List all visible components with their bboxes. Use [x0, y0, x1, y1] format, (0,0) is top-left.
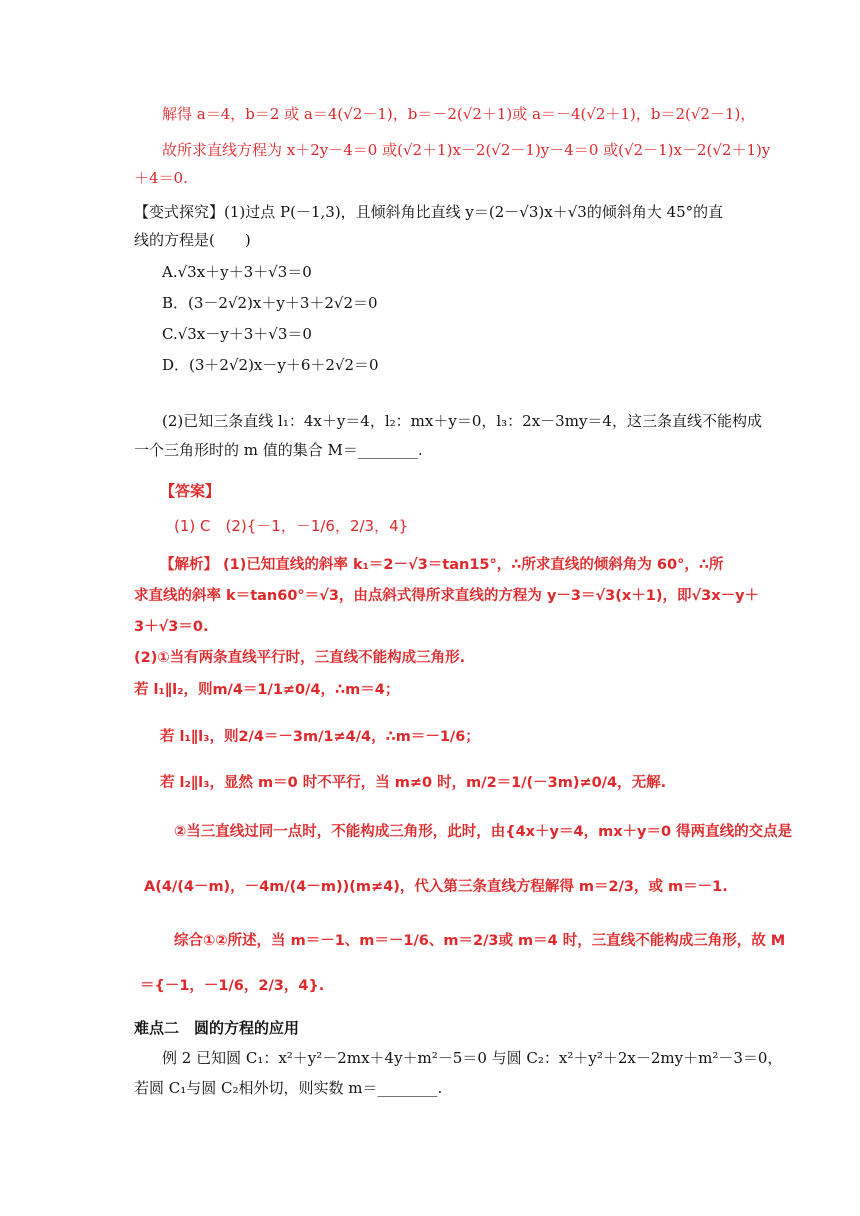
analysis-line-7: 若 l₂∥l₃，显然 m＝0 时不平行，当 m≠0 时，m/2＝1/(－3m)≠0/4，无解. [160, 775, 667, 791]
option-d: D．(3＋2√2)x－y＋6＋2√2＝0 [162, 356, 379, 374]
analysis-line-1: 【解析】 (1)已知直线的斜率 k₁＝2－√3＝tan15°，∴所求直线的倾斜角为 60°，∴所 [160, 557, 724, 573]
analysis-line-3: 3＋√3＝0. [134, 619, 209, 635]
analysis-line-4: (2)①当有两条直线平行时，三直线不能构成三角形. [134, 650, 466, 666]
analysis-line-6: 若 l₁∥l₃，则2/4＝－3m/1≠4/4，∴m＝－1/6； [160, 729, 480, 745]
section-title: 难点二 圆的方程的应用 [134, 1019, 300, 1037]
variant-q1-line-1: 【变式探究】(1)过点 P(－1,3)，且倾斜角比直线 y＝(2－√3)x＋√3的倾斜角大 45°的直 [134, 203, 724, 221]
analysis-line-10: 综合①②所述，当 m＝－1、m＝－1/6、m＝2/3或 m＝4 时，三直线不能构成三角形，故 M [174, 933, 786, 949]
option-c: C.√3x－y＋3＋√3＝0 [162, 325, 312, 343]
variant-q2-line-1: (2)已知三条直线 l₁：4x＋y＝4，l₂：mx＋y＝0，l₃：2x－3my＝4，这三条直线不能构成 [162, 412, 762, 430]
analysis-line-11: ＝{－1，－1/6，2/3，4}. [140, 978, 325, 994]
variant-q2-line-2: 一个三角形时的 m 值的集合 M＝________. [134, 441, 423, 459]
solution-line-1: 解得 a＝4，b＝2 或 a＝4(√2－1)，b＝－2(√2＋1)或 a＝－4(√2＋1)，b＝2(√2－1)， [162, 105, 756, 123]
analysis-line-2: 求直线的斜率 k＝tan60°＝√3，由点斜式得所求直线的方程为 y－3＝√3(x＋1)，即√3x－y＋ [134, 588, 760, 604]
solution-line-3: ＋4＝0. [134, 169, 188, 187]
option-b: B．(3－2√2)x＋y＋3＋2√2＝0 [162, 294, 378, 312]
answer-content: (1) C (2){－1，－1/6，2/3，4} [174, 517, 409, 535]
analysis-line-8: ②当三直线过同一点时，不能构成三角形，此时，由{4x＋y＝4，mx＋y＝0 得两直线的交点是 [174, 824, 793, 840]
variant-q1-line-2: 线的方程是( ) [134, 231, 251, 249]
example-line-2: 若圆 C₁与圆 C₂相外切，则实数 m＝________. [134, 1079, 443, 1097]
answer-header: 【答案】 [160, 482, 221, 500]
example-line-1: 例 2 已知圆 C₁：x²＋y²－2mx＋4y＋m²－5＝0 与圆 C₂：x²＋y²＋2x－2my＋m²－3＝0， [162, 1049, 783, 1067]
analysis-line-9: A(4/(4－m)，－4m/(4－m))(m≠4)，代入第三条直线方程解得 m＝2/3，或 m＝－1. [144, 879, 728, 895]
solution-line-2: 故所求直线方程为 x＋2y－4＝0 或(√2＋1)x－2(√2－1)y－4＝0 或(√2－1)x－2(√2＋1)y [162, 141, 771, 159]
option-a: A.√3x＋y＋3＋√3＝0 [162, 263, 312, 281]
analysis-line-5: 若 l₁∥l₂，则m/4＝1/1≠0/4，∴m＝4； [134, 682, 400, 698]
